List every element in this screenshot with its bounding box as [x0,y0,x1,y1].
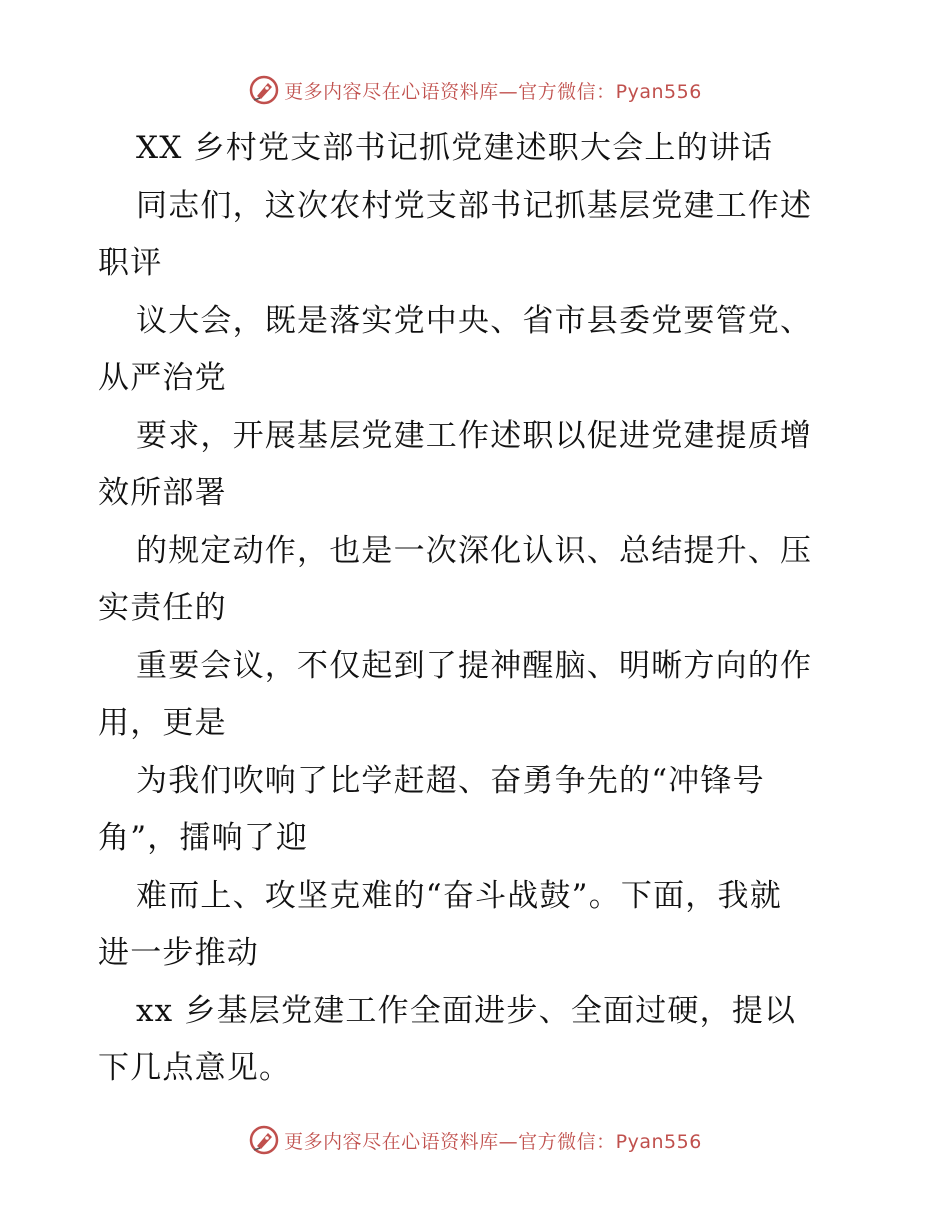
paragraph-line: 从严治党 [98,360,227,396]
paragraph-line: xx 乡基层党建工作全面进步、全面过硬，提以 [136,992,797,1029]
paragraph-line: 要求，开展基层党建工作述职以促进党建提质增 [136,417,813,454]
paragraph-line: 的规定动作，也是一次深化认识、总结提升、压 [136,532,813,569]
paragraph-line: 下几点意见。 [98,1050,292,1086]
pen-nib-logo-icon [248,74,280,106]
paragraph-line: 职评 [98,245,163,281]
paragraph-line: 效所部署 [98,475,227,511]
header-banner-content [248,74,702,106]
document-body [98,120,858,1098]
footer-banner-text: 更多内容尽在心语资料库—官方微信：Pyan556 [284,1130,702,1153]
paragraph-line: 议大会，既是落实党中央、省市县委党要管党、 [136,302,813,339]
paragraph-line: 重要会议，不仅起到了提神醒脑、明晰方向的作 [136,647,813,684]
paragraph-line: 同志们，这次农村党支部书记抓基层党建工作述 [136,187,813,224]
paragraph-line: 角”，擂响了迎 [98,820,309,856]
footer-banner [0,1120,950,1160]
footer-banner-content [248,1124,702,1156]
header-banner [0,70,950,110]
header-banner-text: 更多内容尽在心语资料库—官方微信：Pyan556 [284,80,702,103]
paragraph-line: 进一步推动 [98,935,259,971]
paragraph-line: 实责任的 [98,590,227,626]
paragraph-line: 难而上、攻坚克难的“奋斗战鼓”。下面，我就 [136,877,782,914]
document-title: XX 乡村党支部书记抓党建述职大会上的讲话 [136,130,774,166]
paragraph-line: 为我们吹响了比学赶超、奋勇争先的“冲锋号 [136,762,765,799]
pen-nib-logo-icon [248,1124,280,1156]
paragraph-line: 用，更是 [98,705,227,741]
